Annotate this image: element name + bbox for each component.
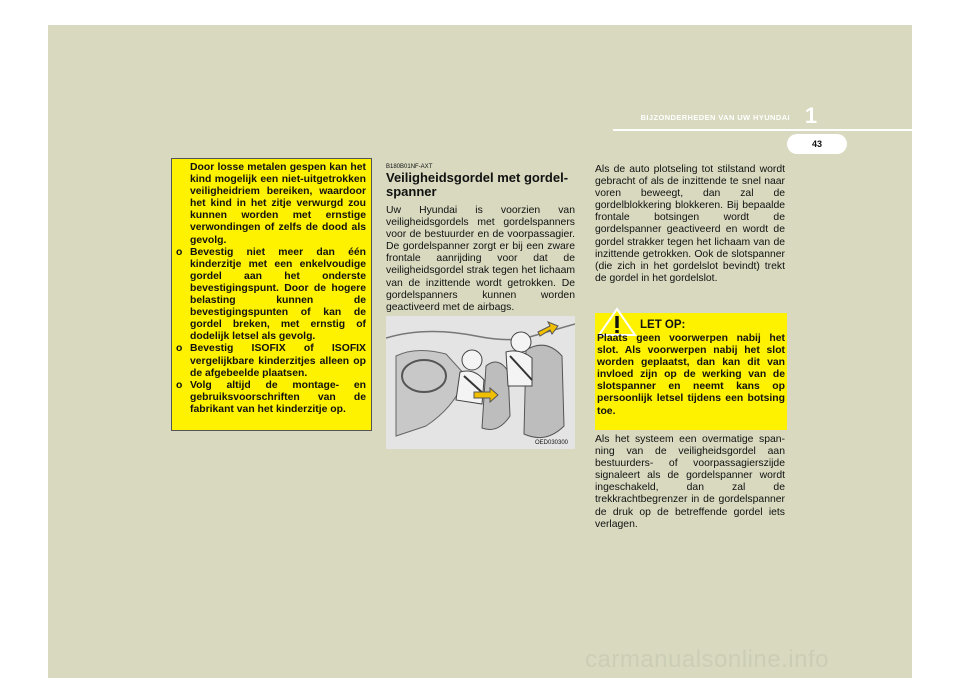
warning-bullet	[176, 343, 366, 379]
bullet-text: Bevestig ISOFIX of ISOFIX vergelijkbare kinderzitjes alleen op de afgebeelde plaatsen.	[190, 343, 366, 379]
seatbelt-illustration	[386, 316, 575, 449]
bullet-marker: o	[176, 246, 183, 258]
note-title: LET OP:	[640, 319, 686, 331]
note-text: Plaats geen voorwerpen nabij het slot. Als voorwerpen nabij het slot worden geplaatst, dan kan dit van invloed zijn op de werking van de slotspanner en neemt kans op persoonlijk letsel tijdens een botsing toe.	[597, 333, 785, 417]
car-interior-drawing	[386, 316, 575, 449]
warning-bullet	[176, 380, 366, 416]
section-body: Uw Hyundai is voorzien van veiligheidsgordels met gordelspanners voor de bestuurder en de voorpassagier. De gordelspanner zorgt er bij een zware frontale aanrijding voor dat de veiligheidsgordel strak tegen het lichaam van de inzittende wordt getrokken. De gordelspanners kunnen worden geactiveerd met de airbags.	[386, 205, 575, 313]
bullet-marker: o	[176, 343, 183, 355]
warning-bullet	[176, 247, 366, 344]
right-paragraph-1: Als de auto plotseling tot stilstand wordt gebracht of als de inzittende te snel naar voren beweegt, dan zal de gordelblokkering blokkeren. Bij bepaalde frontale botsingen wordt de gordelspanner geactiveerd en wordt de gordel strakker tegen het lichaam van de inzittende getrokken. Ook de slotspanner (die zich in het gordelslot bevindt) trekt de gordel in het gordelslot.	[595, 164, 785, 284]
chapter-title: BIJZONDERHEDEN VAN UW HYUNDAI	[640, 113, 790, 122]
warning-intro: Door losse metalen gespen kan het kind mogelijk een niet-uitgetrokken veiligheidriem bereiken, waardoor het kind in het zitje verwurgd zou kunnen worden met ernstige verwondingen of zelfs de dood als gevolg.	[190, 162, 366, 246]
header-rule	[613, 129, 912, 131]
warning-text	[176, 162, 366, 416]
section-code: B180B01NF-AXT	[386, 164, 433, 170]
watermark: carmanualsonline.info	[585, 646, 829, 673]
right-paragraph-2: Als het systeem een overmatige span-ning van de veiligheidsgordel aan bestuurders- of voorpassagierszijde signaleert als de gordelspanner wordt ingeschakeld, dan zal de trekkrachtbegrenzer in de gordelspanner de druk op de betreffende gordel iets verlagen.	[595, 434, 785, 530]
section-column	[386, 164, 575, 314]
page-number: 43	[787, 134, 847, 154]
bullet-text: Bevestig niet meer dan één kinderzitje met een enkelvoudige gordel aan het onderste bevestigingspunt. Door de hogere belasting kunnen de bevestigingspunten of kan de gordel breken, met ernstig of dodelijk letsel als gevolg.	[190, 246, 366, 343]
bullet-marker: o	[176, 379, 183, 391]
bullet-text: Volg altijd de montage- en gebruiksvoorschriften van de fabrikant van het kinderzitje op.	[190, 379, 366, 415]
illustration-code: OED030300	[535, 440, 569, 446]
section-title: Veiligheidsgordel met gordel-spanner	[386, 170, 569, 199]
chapter-number: 1	[804, 103, 818, 128]
